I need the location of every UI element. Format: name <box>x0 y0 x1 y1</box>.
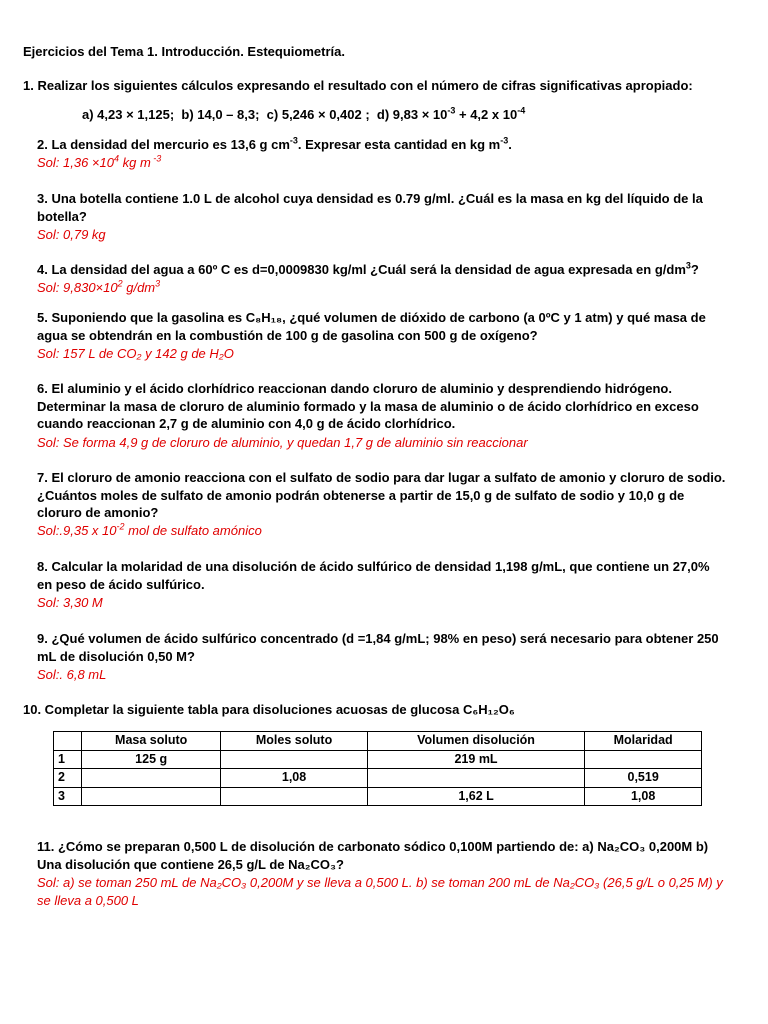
page-title: Ejercicios del Tema 1. Introducción. Estequiometría. <box>23 44 345 59</box>
question-9: 9. ¿Qué volumen de ácido sulfúrico concentrado (d =1,84 g/mL; 98% en peso) será necesario para obtener 250 mL de disolución 0,50 M? <box>37 631 719 664</box>
table-cell: 219 mL <box>367 750 585 769</box>
solution-8: Sol: 3,30 M <box>37 595 103 610</box>
table-header <box>54 732 82 751</box>
table-cell <box>585 750 702 769</box>
table-cell: 1,08 <box>221 769 367 788</box>
table-header-row <box>54 732 702 751</box>
solution-5: Sol: 157 L de CO₂ y 142 g de H₂O <box>37 346 234 361</box>
table-header: Masa soluto <box>82 732 221 751</box>
solution-4: Sol: $9,830\times 10^2$ $g/dm^3$ <box>37 278 161 295</box>
question-5: 5. Suponiendo que la gasolina es C₈H₁₈, ¿qué volumen de dióxido de carbono (a 0ºC y 1 atm) y qué masa de agua se obtendrán en la combustión de 100 g de gasolina con 500 g de oxígeno? <box>37 310 706 343</box>
solution-9: Sol:. 6,8 mL <box>37 667 107 682</box>
part-b: b) 14,0 – 8,3; <box>181 107 260 122</box>
table-cell: 1 <box>54 750 82 769</box>
table-cell <box>367 769 585 788</box>
table-row <box>54 750 702 769</box>
table-cell <box>221 750 367 769</box>
solution-3: Sol: 0,79 kg <box>37 227 106 242</box>
table-row <box>54 769 702 788</box>
table-cell <box>221 787 367 806</box>
table-header: Molaridad <box>585 732 702 751</box>
question-3: 3. Una botella contiene 1.0 L de alcohol cuya densidad es 0.79 g/ml. ¿Cuál es la masa en kg del líquido de la botella? <box>37 191 703 224</box>
glucose-table <box>53 731 702 806</box>
solution-2: Sol: $1,36 \times 10^4$ kg m $^{-3}$ <box>37 153 162 170</box>
part-d: d) $9,83 \times 10^{-3} + 4,2$ x $10^{-4}$ <box>376 105 526 122</box>
table-cell: 0,519 <box>585 769 702 788</box>
table-row <box>54 787 702 806</box>
question-1-parts <box>82 106 722 124</box>
part-a: a) 4,23 × 1,125; <box>82 107 175 122</box>
part-c: c) 5,246 × 0,402 ; <box>266 107 370 122</box>
question-7: 7. El cloruro de amonio reacciona con el sulfato de sodio para dar lugar a sulfato de amonio y cloruro de sodio. ¿Cuántos moles de sulfato de amonio podrán obtenerse a partir de 15,0 g de sulfato de sodio y 10,0 g de cloruro de amonio? <box>37 470 726 520</box>
question-10: 10. Completar la siguiente tabla para disoluciones acuosas de glucosa C₆H₁₂O₆ <box>23 702 515 717</box>
table-cell: 1,62 L <box>367 787 585 806</box>
question-4: 4. La densidad del agua a 60º C es d=0,0009830 kg/ml ¿Cuál será la densidad de agua expresada en $g/dm^3$? <box>37 260 699 277</box>
table-cell <box>82 769 221 788</box>
question-11: 11. ¿Cómo se preparan 0,500 L de disolución de carbonato sódico 0,100M partiendo de: a) Na₂CO₃ 0,200M b) Una disolución que contiene 26,5 g/L de Na₂CO₃? <box>37 839 709 872</box>
table-header: Moles soluto <box>221 732 367 751</box>
table-cell: 3 <box>54 787 82 806</box>
table-cell <box>82 787 221 806</box>
question-6: 6. El aluminio y el ácido clorhídrico reaccionan dando cloruro de aluminio y desprendiendo hidrógeno. Determinar la masa de cloruro de aluminio formado y la masa de aluminio o de ácido clorhídrico en exceso cuando reaccionan 2,7 g de aluminio con 4,0 g de ácido clorhídrico. <box>37 381 699 431</box>
question-1: 1. Realizar los siguientes cálculos expresando el resultado con el número de cifras significativas apropiado: <box>23 78 693 93</box>
table-cell: 1,08 <box>585 787 702 806</box>
table-cell: 125 g <box>82 750 221 769</box>
question-2: 2. La densidad del mercurio es 13,6 g $cm^{-3}$. Expresar esta cantidad en kg $m^{-3}$. <box>37 135 512 152</box>
table-header: Volumen disolución <box>367 732 585 751</box>
question-8: 8. Calcular la molaridad de una disolución de ácido sulfúrico de densidad 1,198 g/mL, que contiene un 27,0% en peso de ácido sulfúrico. <box>37 559 710 592</box>
solution-6: Sol: Se forma 4,9 g de cloruro de aluminio, y quedan 1,7 g de aluminio sin reaccionar <box>37 435 528 450</box>
solution-7: Sol:.9,35 x $10^{-2}$ mol de sulfato amónico <box>37 521 262 538</box>
solution-11: Sol: a) se toman 250 mL de Na₂CO₃ 0,200M y se lleva a 0,500 L. b) se toman 200 mL de Na₂CO₃ (26,5 g/L o 0,25 M) y se lleva a 0,500 L <box>37 875 723 908</box>
table-cell: 2 <box>54 769 82 788</box>
